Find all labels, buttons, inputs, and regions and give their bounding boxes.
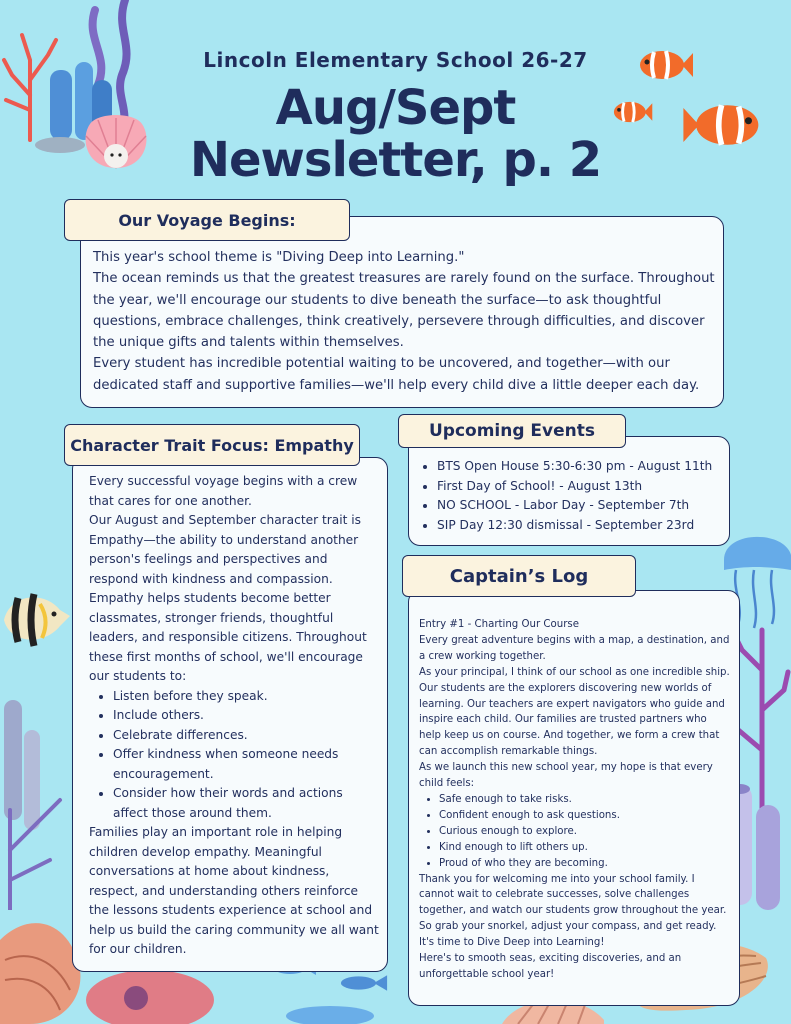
coral-icon	[0, 690, 72, 910]
list-item: • Curious enough to explore.	[439, 824, 731, 840]
voyage-section	[80, 216, 724, 408]
empathy-list	[89, 687, 379, 824]
voyage-paragraph: This year's school theme is "Diving Deep into Learning."	[93, 250, 465, 265]
page-title	[0, 82, 791, 186]
angelfish-icon	[0, 580, 72, 660]
log-paragraph: As we launch this new school year, my hope is that every child feels:	[419, 762, 713, 790]
log-paragraph: Entry #1 - Charting Our Course	[419, 619, 579, 630]
captains-log-section	[408, 590, 740, 1006]
list-item: • Include others.	[113, 706, 379, 726]
captains-log-heading: Captain’s Log	[402, 555, 636, 597]
empathy-paragraph: Every successful voyage begins with a crew that cares for one another.	[89, 474, 358, 508]
log-paragraph: Here's to smooth seas, exciting discoveries, and an unforgettable school year!	[419, 953, 682, 980]
voyage-heading: Our Voyage Begins:	[64, 199, 350, 241]
log-list	[419, 792, 731, 872]
events-heading: Upcoming Events	[398, 414, 626, 448]
list-item: • NO SCHOOL - Labor Day - September 7th	[437, 496, 727, 516]
events-list	[413, 457, 727, 535]
captains-log-text	[419, 617, 731, 983]
events-section	[408, 436, 730, 546]
list-item: • Kind enough to lift others up.	[439, 840, 731, 856]
empathy-heading: Character Trait Focus: Empathy	[64, 424, 360, 466]
voyage-paragraph: Every student has incredible potential waiting to be uncovered, and together—with our dedicated staff and supportive families—we'll help every child dive a little deeper each day.	[93, 356, 700, 393]
empathy-section	[72, 457, 388, 972]
small-fish-icon	[336, 972, 392, 994]
empathy-text	[89, 472, 379, 960]
list-item: • Proud of who they are becoming.	[439, 856, 731, 872]
page-title-line-1: Aug/Sept	[275, 80, 516, 136]
small-fish-icon	[280, 1000, 380, 1024]
list-item: • SIP Day 12:30 dismissal - September 23rd	[437, 516, 727, 536]
empathy-paragraph: Empathy helps students become better classmates, stronger friends, thoughtful leaders, and responsible citizens. Throughout these first months of school, we'll encourage our students to:	[89, 591, 367, 683]
log-paragraph: As your principal, I think of our school as one incredible ship. Our students are the explorers discovering new worlds of learning. Our teachers are expert navigators who guide and inspire each child. Our families are trusted partners who help keep us on course. And together, we form a crew that can accomplish remarkable things.	[419, 666, 730, 758]
list-item: • Safe enough to take risks.	[439, 792, 731, 808]
log-paragraph: So grab your snorkel, adjust your compass, and get ready. It's time to Dive Deep into Learning!	[419, 921, 717, 949]
empathy-paragraph: Families play an important role in helping children develop empathy. Meaningful conversations at home about kindness, respect, and understanding others reinforce the lessons students experience at school and help us build the caring community we all want for our children.	[89, 825, 379, 956]
log-paragraph: Every great adventure begins with a map, a destination, and a crew working together.	[419, 634, 730, 662]
list-item: • Consider how their words and actions affect those around them.	[113, 784, 379, 823]
voyage-text	[93, 247, 717, 396]
voyage-paragraph: The ocean reminds us that the greatest treasures are rarely found on the surface. Throughout the year, we'll encourage our students to dive beneath the surface—to ask thoughtful questions, embrace challenges, think creatively, persevere through difficulties, and discover the unique gifts and talents within themselves.	[93, 271, 715, 351]
school-name: Lincoln Elementary School 26-27	[203, 48, 588, 72]
list-item: • Offer kindness when someone needs encouragement.	[113, 745, 379, 784]
list-item: • Confident enough to ask questions.	[439, 808, 731, 824]
empathy-paragraph: Our August and September character trait is Empathy—the ability to understand another person's feelings and perspectives and respond with kindness and compassion.	[89, 513, 362, 586]
list-item: • First Day of School! - August 13th	[437, 477, 727, 497]
events-text	[413, 457, 727, 535]
list-item: • BTS Open House 5:30-6:30 pm - August 11th	[437, 457, 727, 477]
log-paragraph: Thank you for welcoming me into your school family. I cannot wait to celebrate successes, solve challenges together, and watch our students grow throughout the year.	[419, 873, 727, 917]
page-title-line-2: Newsletter, p. 2	[189, 132, 602, 188]
list-item: • Listen before they speak.	[113, 687, 379, 707]
list-item: • Celebrate differences.	[113, 726, 379, 746]
